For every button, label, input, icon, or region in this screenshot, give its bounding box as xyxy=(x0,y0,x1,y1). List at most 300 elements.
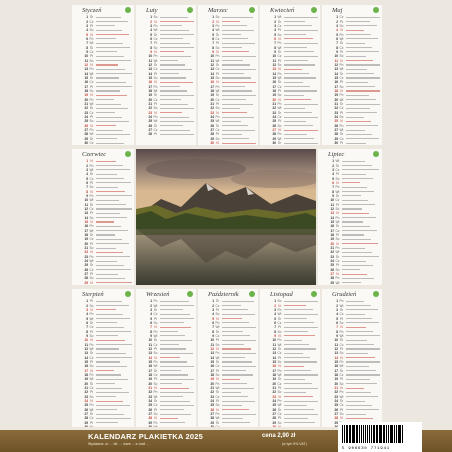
day-number: 20 xyxy=(84,381,88,386)
day-number: 22 xyxy=(84,390,88,395)
day-number: 25 xyxy=(210,403,214,408)
nameday-text xyxy=(160,125,183,126)
barcode-bar xyxy=(386,425,387,443)
day-number: 19 xyxy=(84,377,88,382)
nameday-text xyxy=(222,361,252,362)
day-number: 26 xyxy=(210,123,214,128)
weekday-abbr: So xyxy=(215,136,220,141)
day-number: 24 xyxy=(334,115,338,120)
weekday-abbr: Pn xyxy=(153,23,158,28)
weekday-abbr: So xyxy=(153,75,158,80)
day-number: 22 xyxy=(334,390,338,395)
day-number: 8 xyxy=(274,329,276,334)
day-number: 9 xyxy=(150,333,152,338)
day-number: 23 xyxy=(272,110,276,115)
nameday-text xyxy=(96,69,125,70)
nameday-text xyxy=(284,130,318,131)
weekday-abbr: Pt xyxy=(153,71,157,76)
weekday-abbr: Cz xyxy=(89,176,94,181)
nameday-text xyxy=(160,21,194,22)
nameday-text xyxy=(346,17,380,18)
day-number: 7 xyxy=(150,41,152,46)
day-number: 20 xyxy=(148,97,152,102)
weekday-abbr: Pn xyxy=(335,276,340,281)
month-badge-icon xyxy=(249,7,255,13)
day-number: 23 xyxy=(210,110,214,115)
nameday-text xyxy=(284,43,318,44)
nameday-text xyxy=(284,370,311,371)
weekday-abbr: Cz xyxy=(339,45,344,50)
nameday-text xyxy=(222,130,255,131)
nameday-text xyxy=(222,374,253,375)
nameday-text xyxy=(342,161,365,162)
weekday-abbr: So xyxy=(215,75,220,80)
day-number: 19 xyxy=(84,93,88,98)
day-number: 1 xyxy=(274,299,276,304)
weekday-abbr: Cz xyxy=(153,128,158,133)
weekday-abbr: Pn xyxy=(89,373,94,378)
day-number: 12 xyxy=(84,346,88,351)
weekday-abbr: Śr xyxy=(277,316,282,321)
barcode-bar xyxy=(356,425,357,443)
nameday-text xyxy=(346,51,379,52)
day-row xyxy=(270,141,318,145)
weekday-abbr: Śr xyxy=(215,62,220,67)
day-number: 18 xyxy=(272,89,276,94)
weekday-abbr: N xyxy=(216,49,219,54)
weekday-abbr: Pt xyxy=(89,84,93,89)
weekday-abbr: Śr xyxy=(339,338,344,343)
day-number: 6 xyxy=(274,320,276,325)
day-number: 14 xyxy=(210,71,214,76)
weekday-abbr: Pt xyxy=(339,377,343,382)
nameday-text xyxy=(346,25,377,26)
nameday-text xyxy=(160,77,186,78)
nameday-text xyxy=(222,422,250,423)
day-number: 1 xyxy=(86,159,88,164)
day-number: 24 xyxy=(334,399,338,404)
day-number: 26 xyxy=(272,123,276,128)
day-number: 5 xyxy=(86,32,88,37)
weekday-abbr: N xyxy=(216,19,219,24)
nameday-text xyxy=(222,401,255,402)
nameday-text xyxy=(222,38,248,39)
day-number: 25 xyxy=(84,119,88,124)
month-header xyxy=(260,289,320,299)
nameday-text xyxy=(96,95,127,96)
nameday-text xyxy=(284,117,318,118)
day-number: 29 xyxy=(272,136,276,141)
nameday-text xyxy=(96,143,124,144)
nameday-text xyxy=(96,112,115,113)
nameday-text xyxy=(222,64,250,65)
weekday-abbr: Cz xyxy=(153,36,158,41)
day-number: 2 xyxy=(274,303,276,308)
month-badge-icon xyxy=(373,7,379,13)
day-number: 25 xyxy=(272,119,276,124)
day-number: 13 xyxy=(84,67,88,72)
barcode-bar xyxy=(361,425,362,443)
month-name: Kwiecień xyxy=(270,6,295,14)
weekday-abbr: Cz xyxy=(339,136,344,141)
nameday-text xyxy=(96,64,118,65)
nameday-text xyxy=(222,34,241,35)
weekday-abbr: Wt xyxy=(335,159,340,164)
nameday-text xyxy=(346,108,370,109)
nameday-text xyxy=(160,117,189,118)
nameday-text xyxy=(222,86,245,87)
day-number: 26 xyxy=(84,407,88,412)
day-number: 30 xyxy=(334,141,338,145)
weekday-abbr: Pt xyxy=(89,23,93,28)
nameday-text xyxy=(346,348,380,349)
day-number: 4 xyxy=(150,28,152,33)
nameday-text xyxy=(96,130,123,131)
weekday-abbr: N xyxy=(90,307,93,312)
nameday-text xyxy=(96,165,123,166)
weekday-abbr: Pt xyxy=(153,132,157,137)
month-panel-wrzesien xyxy=(136,289,196,427)
weekday-abbr: Cz xyxy=(277,412,282,417)
weekday-abbr: Cz xyxy=(277,381,282,386)
nameday-text xyxy=(284,104,318,105)
nameday-text xyxy=(346,99,376,100)
day-number: 29 xyxy=(330,280,334,285)
weekday-abbr: Śr xyxy=(339,399,344,404)
month-header xyxy=(318,149,382,159)
weekday-abbr: Cz xyxy=(215,67,220,72)
nameday-text xyxy=(346,301,364,302)
day-number: 5 xyxy=(150,32,152,37)
nameday-text xyxy=(160,392,194,393)
day-number: 20 xyxy=(84,97,88,102)
weekday-abbr: Wt xyxy=(339,364,344,369)
day-number: 9 xyxy=(212,333,214,338)
day-number: 29 xyxy=(272,420,276,425)
day-number: 21 xyxy=(330,246,334,251)
nameday-text xyxy=(284,309,313,310)
nameday-text xyxy=(346,73,374,74)
weekday-abbr: Pn xyxy=(89,193,94,198)
weekday-abbr: N xyxy=(340,58,343,63)
nameday-text xyxy=(222,301,254,302)
day-number: 4 xyxy=(336,312,338,317)
nameday-text xyxy=(96,348,119,349)
nameday-text xyxy=(342,208,362,209)
weekday-abbr: Pn xyxy=(153,420,158,425)
day-number: 8 xyxy=(332,189,334,194)
nameday-text xyxy=(96,261,117,262)
weekday-abbr: Śr xyxy=(153,62,158,67)
weekday-abbr: Pn xyxy=(89,254,94,259)
day-number: 8 xyxy=(336,45,338,50)
nameday-text xyxy=(96,374,121,375)
nameday-text xyxy=(222,143,256,144)
barcode-bar xyxy=(391,425,393,443)
day-number: 29 xyxy=(84,136,88,141)
month-header xyxy=(198,289,258,299)
day-number: 12 xyxy=(210,62,214,67)
day-number: 12 xyxy=(148,346,152,351)
nameday-text xyxy=(222,322,249,323)
nameday-text xyxy=(96,195,132,196)
barcode-bar xyxy=(347,425,348,443)
day-number: 5 xyxy=(274,32,276,37)
nameday-text xyxy=(284,348,316,349)
month-header xyxy=(72,5,134,15)
nameday-text xyxy=(96,274,118,275)
nameday-text xyxy=(160,314,190,315)
weekday-abbr: Cz xyxy=(215,394,220,399)
day-number: 21 xyxy=(334,386,338,391)
nameday-text xyxy=(346,353,368,354)
nameday-text xyxy=(346,143,366,144)
day-number: 15 xyxy=(210,75,214,80)
weekday-abbr: So xyxy=(339,412,344,417)
weekday-abbr: Wt xyxy=(153,394,158,399)
day-number: 18 xyxy=(148,89,152,94)
weekday-abbr: Pt xyxy=(215,102,219,107)
nameday-text xyxy=(96,226,121,227)
weekday-abbr: So xyxy=(153,320,158,325)
nameday-text xyxy=(342,217,376,218)
nameday-text xyxy=(222,366,256,367)
weekday-abbr: So xyxy=(153,381,158,386)
weekday-abbr: Pt xyxy=(215,399,219,404)
weekday-abbr: Wt xyxy=(339,36,344,41)
month-panel-czerwiec xyxy=(72,149,134,285)
day-number: 7 xyxy=(86,41,88,46)
day-row xyxy=(270,425,318,427)
nameday-text xyxy=(284,335,315,336)
nameday-text xyxy=(96,422,118,423)
nameday-text xyxy=(160,348,186,349)
nameday-text xyxy=(284,409,314,410)
month-badge-icon xyxy=(125,7,131,13)
weekday-abbr: So xyxy=(153,15,158,20)
nameday-text xyxy=(160,340,192,341)
day-number: 15 xyxy=(84,359,88,364)
day-number: 12 xyxy=(84,206,88,211)
day-number: 22 xyxy=(210,390,214,395)
day-number: 26 xyxy=(330,267,334,272)
nameday-text xyxy=(96,327,124,328)
weekday-abbr: N xyxy=(278,333,281,338)
nameday-text xyxy=(160,414,191,415)
day-number: 16 xyxy=(84,364,88,369)
weekday-abbr: Pt xyxy=(89,420,93,425)
nameday-text xyxy=(284,73,309,74)
day-number: 19 xyxy=(330,237,334,242)
weekday-abbr: N xyxy=(278,97,281,102)
day-number: 20 xyxy=(334,97,338,102)
day-number: 7 xyxy=(332,185,334,190)
day-number: 9 xyxy=(86,333,88,338)
day-number: 21 xyxy=(84,246,88,251)
weekday-abbr: Pt xyxy=(335,263,339,268)
nameday-text xyxy=(346,60,373,61)
weekday-abbr: So xyxy=(215,15,220,20)
weekday-abbr: Cz xyxy=(339,342,344,347)
nameday-text xyxy=(284,25,312,26)
weekday-abbr: So xyxy=(215,373,220,378)
weekday-abbr: Śr xyxy=(89,202,94,207)
day-number: 3 xyxy=(212,23,214,28)
month-name: Sierpień xyxy=(82,290,104,298)
nameday-text xyxy=(160,374,188,375)
day-number: 27 xyxy=(272,412,276,417)
day-number: 17 xyxy=(148,368,152,373)
day-number: 30 xyxy=(210,141,214,145)
weekday-abbr: N xyxy=(90,368,93,373)
weekday-abbr: N xyxy=(216,110,219,115)
weekday-abbr: Cz xyxy=(215,128,220,133)
weekday-abbr: Śr xyxy=(215,359,220,364)
month-panel-lipiec xyxy=(318,149,382,285)
day-number: 28 xyxy=(210,416,214,421)
weekday-abbr: Pt xyxy=(89,180,93,185)
weekday-abbr: Pn xyxy=(215,320,220,325)
nameday-text xyxy=(342,191,374,192)
day-list xyxy=(72,299,134,427)
weekday-abbr: Pn xyxy=(89,312,94,317)
day-number: 19 xyxy=(272,93,276,98)
day-number: 20 xyxy=(330,241,334,246)
day-number: 18 xyxy=(334,89,338,94)
month-name: Marzec xyxy=(208,6,228,14)
weekday-abbr: Wt xyxy=(153,333,158,338)
nameday-text xyxy=(160,25,182,26)
day-number: 25 xyxy=(334,403,338,408)
weekday-abbr: Wt xyxy=(89,346,94,351)
day-list xyxy=(322,299,382,427)
day-number: 29 xyxy=(334,136,338,141)
nameday-text xyxy=(96,77,119,78)
nameday-text xyxy=(160,112,182,113)
weekday-abbr: So xyxy=(89,246,94,251)
nameday-text xyxy=(160,366,194,367)
nameday-text xyxy=(96,138,117,139)
nameday-text xyxy=(96,418,131,419)
nameday-text xyxy=(96,221,114,222)
weekday-abbr: Pn xyxy=(89,224,94,229)
weekday-abbr: Wt xyxy=(277,403,282,408)
weekday-abbr: So xyxy=(215,106,220,111)
weekday-abbr: Wt xyxy=(153,364,158,369)
weekday-abbr: Wt xyxy=(277,15,282,20)
weekday-abbr: N xyxy=(336,180,339,185)
weekday-abbr: Cz xyxy=(89,355,94,360)
weekday-abbr: Cz xyxy=(89,206,94,211)
barcode-bar xyxy=(373,425,374,443)
weekday-abbr: So xyxy=(89,58,94,63)
nameday-text xyxy=(222,392,241,393)
weekday-abbr: Pt xyxy=(89,241,93,246)
nameday-text xyxy=(346,125,378,126)
weekday-abbr: Pt xyxy=(335,202,339,207)
nameday-text xyxy=(222,21,240,22)
month-name: Styczeń xyxy=(82,6,102,14)
nameday-text xyxy=(96,331,131,332)
day-number: 1 xyxy=(86,15,88,20)
day-number: 10 xyxy=(84,54,88,59)
day-number: 4 xyxy=(274,28,276,33)
nameday-text xyxy=(160,56,191,57)
weekday-abbr: Pt xyxy=(153,316,157,321)
weekday-abbr: Pt xyxy=(339,141,343,145)
day-number: 14 xyxy=(210,355,214,360)
day-number: 22 xyxy=(330,250,334,255)
day-number: 4 xyxy=(212,28,214,33)
weekday-abbr: Pn xyxy=(153,359,158,364)
barcode-bars xyxy=(342,425,418,443)
nameday-text xyxy=(160,379,194,380)
day-number: 16 xyxy=(334,80,338,85)
nameday-text xyxy=(222,383,247,384)
weekday-abbr: So xyxy=(277,420,282,425)
weekday-abbr: Pn xyxy=(277,338,282,343)
weekday-abbr: Wt xyxy=(89,228,94,233)
nameday-text xyxy=(284,77,316,78)
weekday-abbr: Pn xyxy=(153,390,158,395)
nameday-text xyxy=(96,357,132,358)
day-list xyxy=(318,159,382,285)
nameday-text xyxy=(222,30,254,31)
weekday-abbr: Pn xyxy=(339,390,344,395)
day-number: 5 xyxy=(274,316,276,321)
day-number: 4 xyxy=(150,312,152,317)
day-number: 1 xyxy=(336,299,338,304)
weekday-abbr: Wt xyxy=(215,58,220,63)
day-number: 6 xyxy=(274,36,276,41)
day-number: 23 xyxy=(84,394,88,399)
weekday-abbr: Pt xyxy=(215,41,219,46)
weekday-abbr: Wt xyxy=(335,250,340,255)
weekday-abbr: Cz xyxy=(89,267,94,272)
day-number: 20 xyxy=(334,381,338,386)
nameday-text xyxy=(284,82,303,83)
weekday-abbr: Wt xyxy=(89,198,94,203)
day-number: 1 xyxy=(86,299,88,304)
nameday-text xyxy=(96,370,114,371)
day-number: 25 xyxy=(272,403,276,408)
day-number: 6 xyxy=(150,36,152,41)
nameday-text xyxy=(96,21,128,22)
day-number: 29 xyxy=(84,280,88,285)
nameday-text xyxy=(284,379,305,380)
nameday-text xyxy=(346,121,371,122)
weekday-abbr: Śr xyxy=(89,172,94,177)
barcode xyxy=(338,422,422,452)
day-number: 25 xyxy=(148,403,152,408)
nameday-text xyxy=(96,256,130,257)
weekday-abbr: Pn xyxy=(153,329,158,334)
nameday-text xyxy=(346,77,380,78)
nameday-text xyxy=(284,34,306,35)
day-number: 19 xyxy=(84,237,88,242)
weekday-abbr: Pt xyxy=(335,172,339,177)
weekday-abbr: Cz xyxy=(89,19,94,24)
weekday-abbr: Cz xyxy=(339,373,344,378)
nameday-text xyxy=(96,217,127,218)
nameday-text xyxy=(342,213,369,214)
day-number: 6 xyxy=(332,180,334,185)
weekday-abbr: Śr xyxy=(277,80,282,85)
price-note: (w tym 5% VAT) xyxy=(282,442,307,446)
weekday-abbr: N xyxy=(340,386,343,391)
weekday-abbr: Pn xyxy=(277,399,282,404)
nameday-text xyxy=(284,353,303,354)
